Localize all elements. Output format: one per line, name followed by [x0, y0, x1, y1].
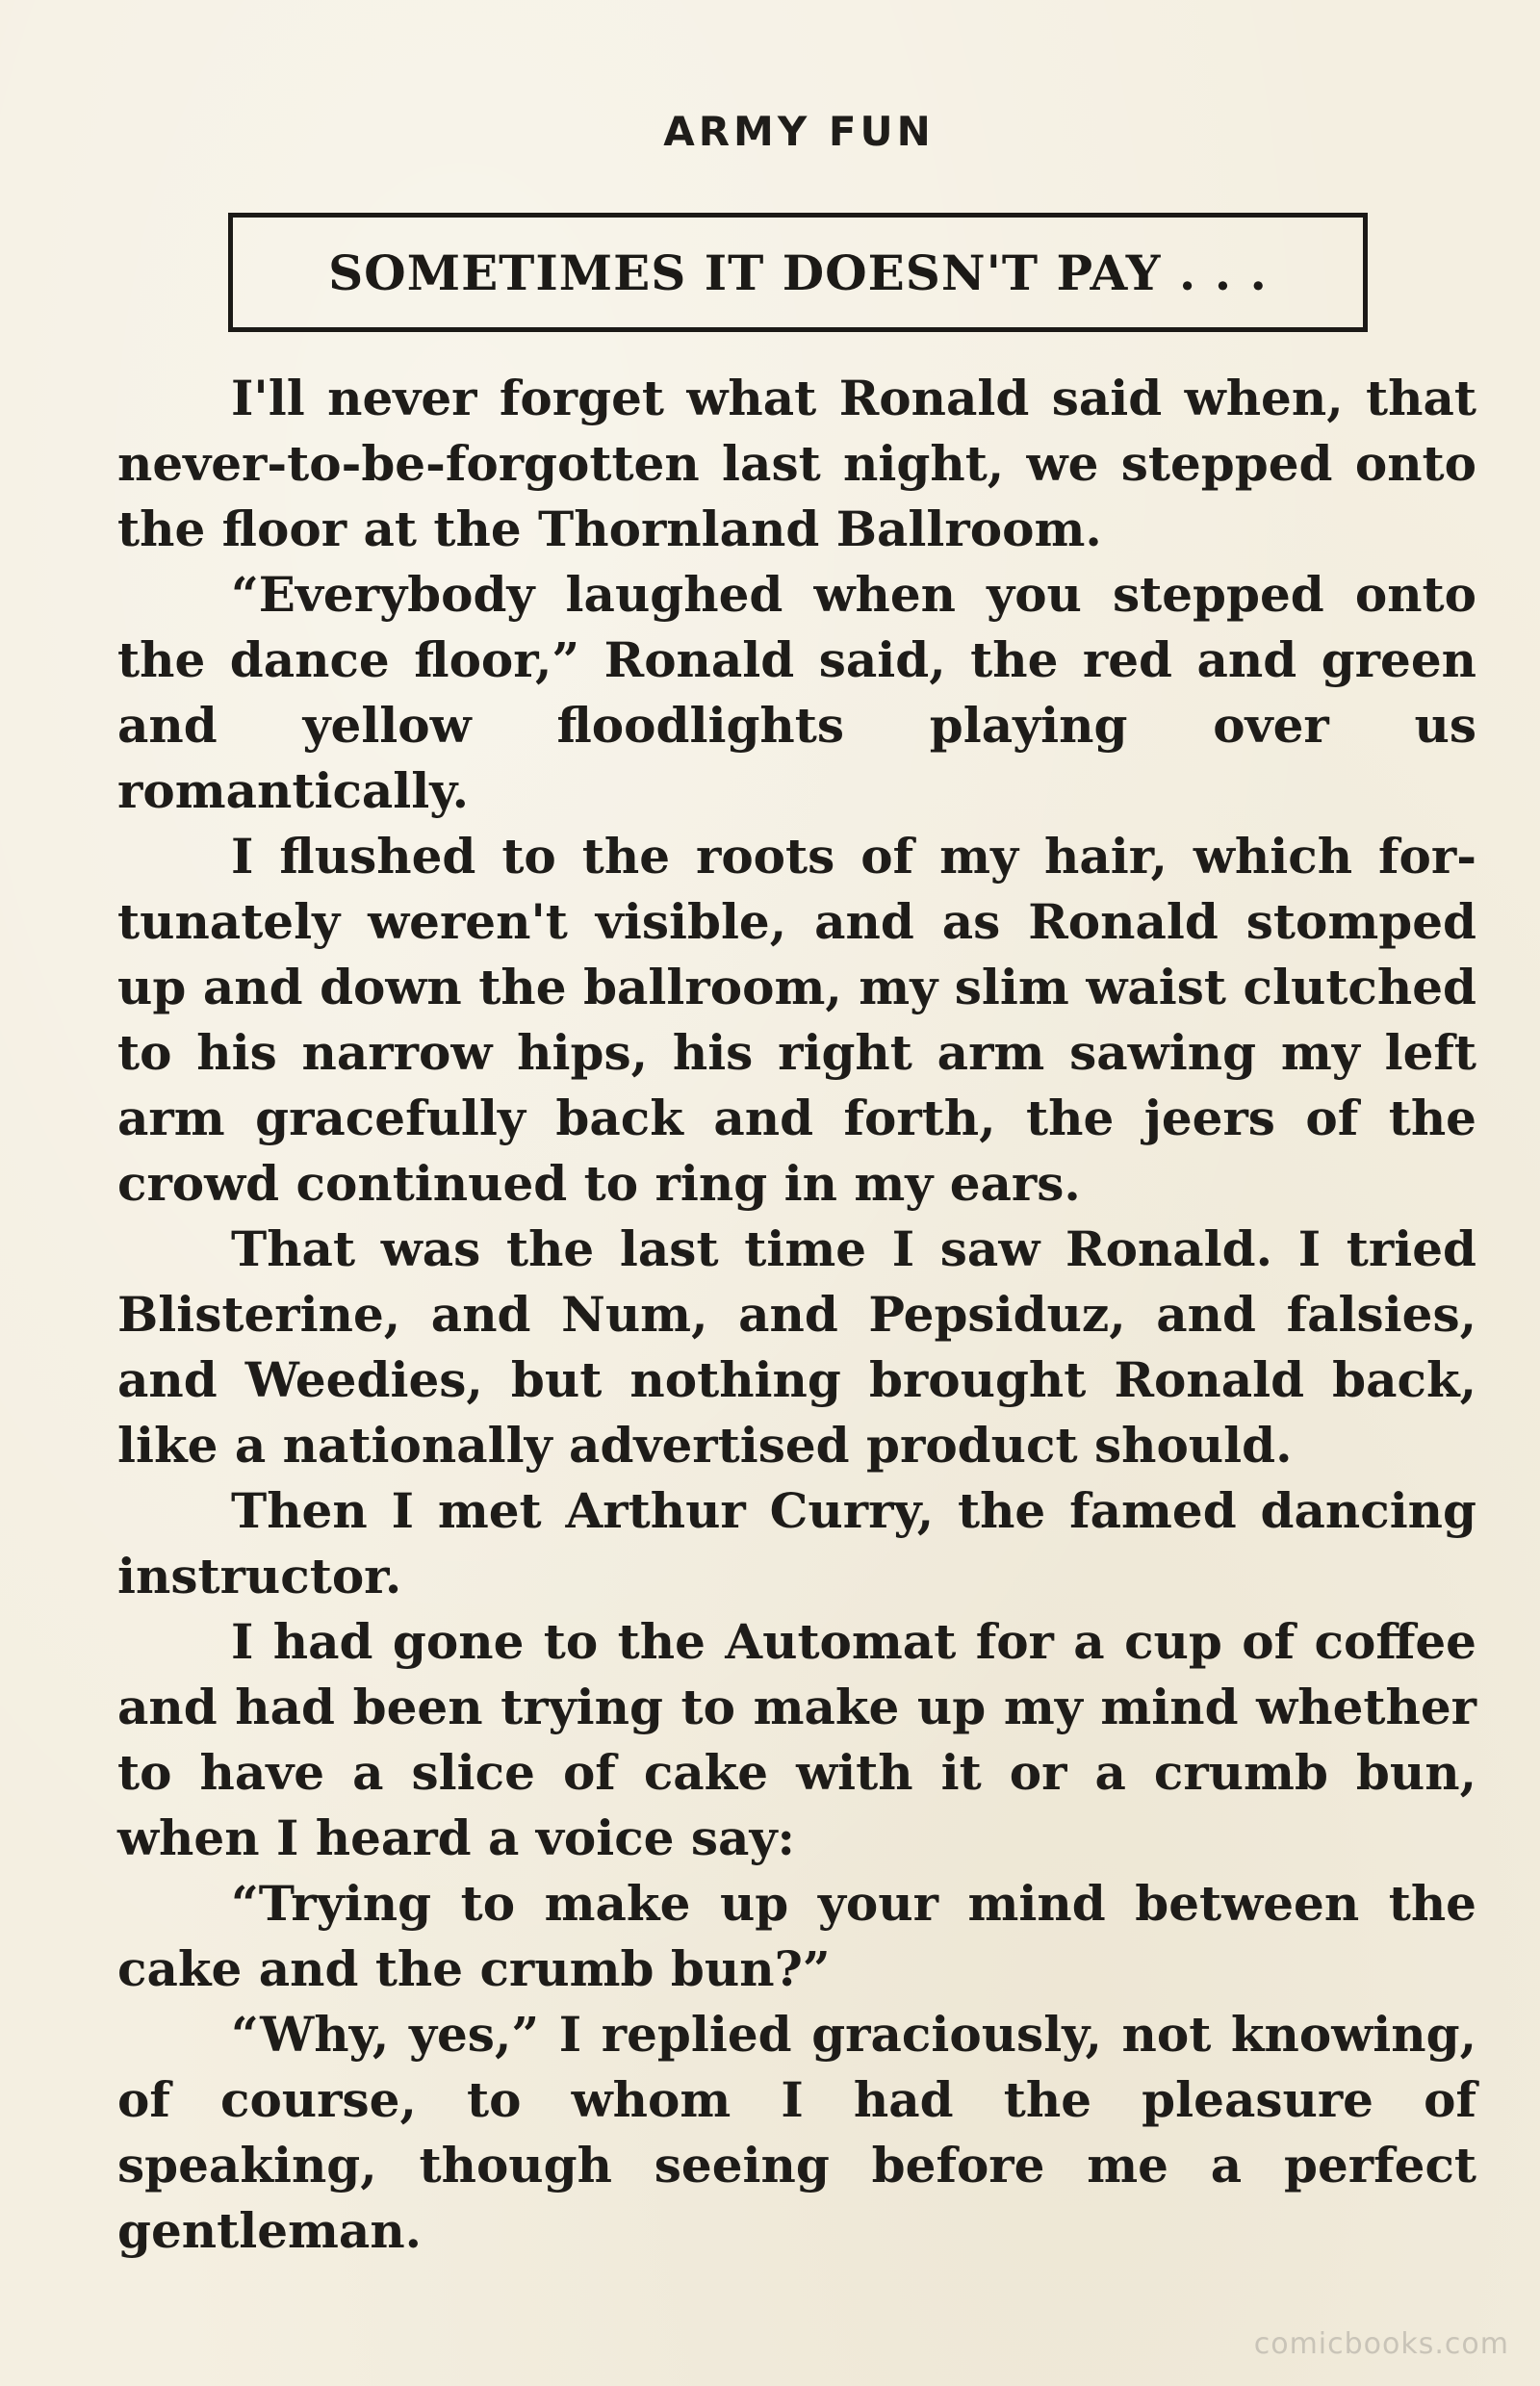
paragraph: I flushed to the roots of my hair, which for-tunately weren't visible, and as Ronald stomped up and down the ballroom, my slim waist clutched to his narrow hips, his right arm sawing my left arm gracefully back and forth, the jeers of the crowd continued to ring in my ears.: [117, 828, 1476, 1212]
paragraph: That was the last time I saw Ronald. I tried Blisterine, and Num, and Pepsiduz, and falsies, and Weedies, but nothing brought Ronald back, like a nationally advertised product should.: [117, 1220, 1476, 1474]
article-title: SOMETIMES IT DOESN'T PAY . . .: [328, 244, 1268, 301]
paragraph: “Why, yes,” I replied graciously, not knowing, of course, to whom I had the pleasure of speaking, though seeing before me a perfect gentleman.: [117, 2006, 1476, 2259]
paragraph: I had gone to the Automat for a cup of coffee and had been trying to make up my mind whether to have a slice of cake with it or a crumb bun, when I heard a voice say:: [117, 1613, 1476, 1866]
article-title-box: [228, 213, 1368, 332]
paragraph: “Trying to make up your mind between the cake and the crumb bun?”: [117, 1875, 1476, 1997]
watermark: comicbooks.com: [1253, 2327, 1509, 2361]
article-body: [117, 366, 1476, 2264]
paragraph: I'll never forget what Ronald said when, that never-to-be-forgotten last night, we stepped onto the floor at the Thornland Ballroom.: [117, 370, 1476, 557]
running-header: ARMY FUN: [663, 108, 935, 155]
paragraph: “Everybody laughed when you stepped onto the dance floor,” Ronald said, the red and green and yellow floodlights playing over us romantically.: [117, 566, 1476, 819]
paragraph: Then I met Arthur Curry, the famed dancing instructor.: [117, 1482, 1476, 1604]
